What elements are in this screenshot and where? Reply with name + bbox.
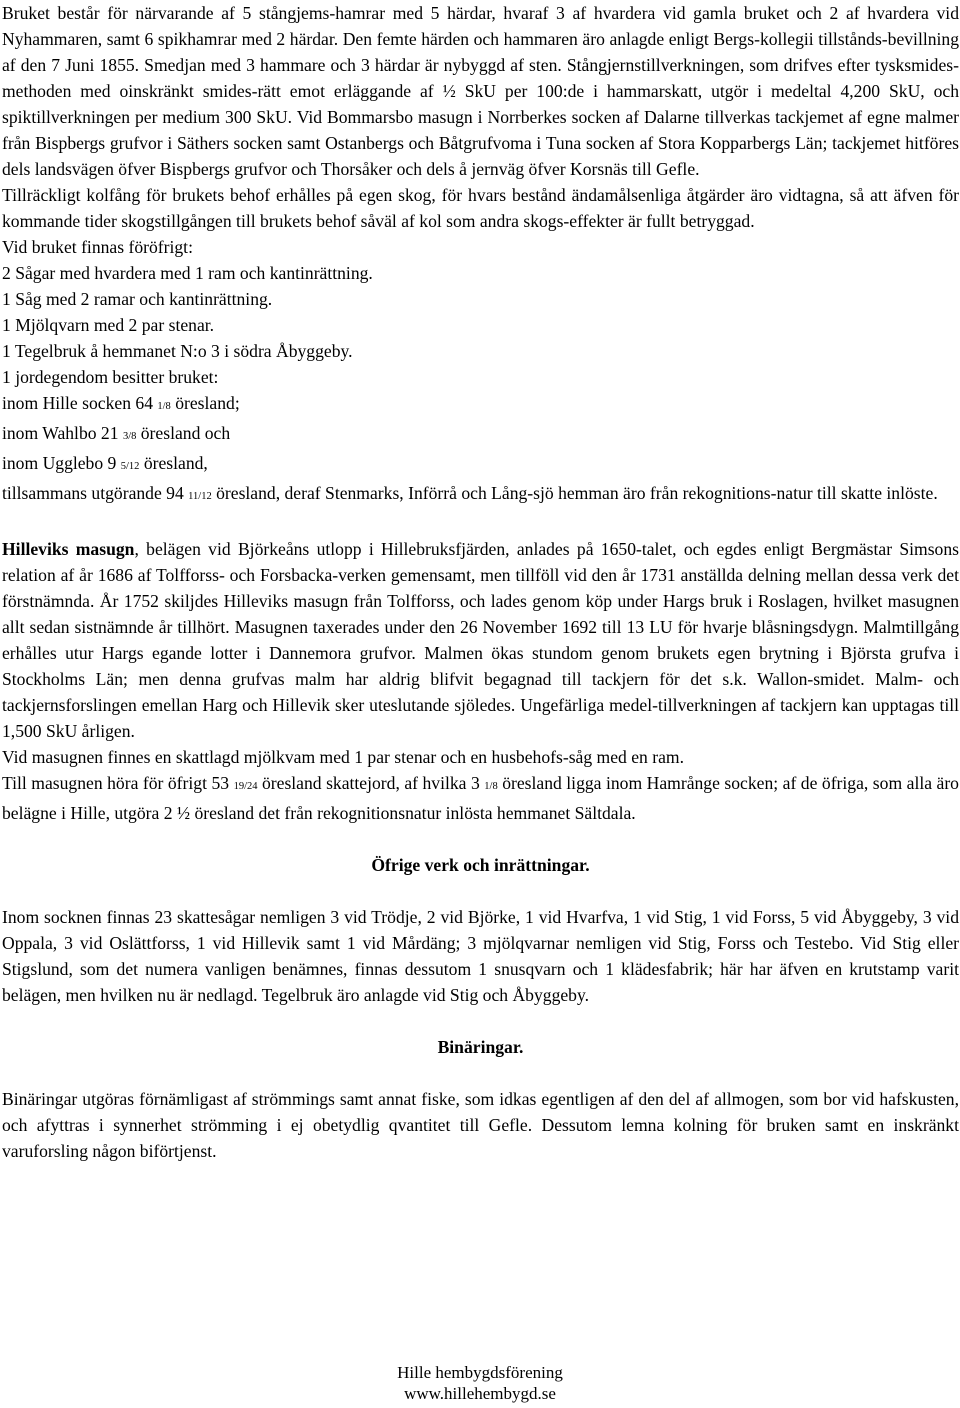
spacer — [2, 1060, 959, 1086]
list-item: 1 Såg med 2 ramar och kantinrättning. — [2, 289, 273, 309]
spacer — [2, 826, 959, 852]
paragraph-hilleviks: Hilleviks masugn, belägen vid Björkeåns utlopp i Hillebruksfjärden, anlades på 1650-talet, och egdes enligt Bergmästar Simsons relation af år 1686 af Tolfforss- och Forsbacka-verken gemensamt, men tillföll vid den år 1731 anställda delning mellan dessa verk det förstnämnda. År 1752 skiljdes Hilleviks masugn från Tolfforss, och lades genom köp under Hargs bruk i Roslagen, hvilket masugnen allt sedan sistnämnde år tillhört. Masugnen taxerades under den 26 November 1692 till 13 LU för hvarje blåsningsdygn. Malmtillgång erhålles utur Hargs egande lotter i Dannemora grufvor. Malmen ökas stundom genom brukets egen brytning i Björsta grufva i Stockholms Län; men denna grufvas malm har aldrig blifvit begagnad till tackjern för det s.k. Wallon-smidet. Malm- och tackjernsforslingen emellan Harg och Hillevik sker uteslutande sjöledes. Ungefärliga medel-tillverkningen af tackjern kan upptagas till 1,500 SkU årligen. — [2, 539, 959, 741]
fraction: 11/12 — [188, 491, 212, 502]
list-item: 1 Tegelbruk å hemmanet N:o 3 i södra Åbyggeby. — [2, 341, 353, 361]
paragraph-bruket: Bruket består för närvarande af 5 stångjems-hamrar med 5 härdar, hvaraf 3 af hvardera vid gamla bruket och 2 af hvardera vid Nyhammaren, samt 6 spikhamrar med 2 härdar. Den femte härden och hammaren äro anlagde enligt Bergs-kollegii tillstånds-bevillning af den 7 Juni 1855. Smedjan med 3 hammare och 3 härdar är nybyggd af sten. Stångjernstillverkningen, som drifves efter tysksmides-methoden med oinskränkt smides-rätt emot erläggande af ½ SkU per 100:de i hammarskatt, utgör i medeltal 4,200 SkU, och spiktillverkningen per medium 300 SkU. Vid Bommarsbo masugn i Norrberkes socken af Dalarne tillverkas tackjemet af egne malmer från Bispbergs grufvor i Säthers socken samt Ostanbergs och Båtgrufvoma i Tuna socken af Stora Kopparbergs Län; tackjemet hitföres dels landsvägen öfver Bispbergs grufvor och Thorsåker och dels å jernväg öfver Korsnäs till Gefle. — [2, 3, 959, 179]
paragraph-land: Till masugnen höra för öfrigt 53 19/24 öresland skattejord, af hvilka 3 1/8 öresland ligga inom Hamrånge socken; af de öfriga, som alla äro belägne i Hille, utgöra 2 ½ öresland det från rekognitionsnatur inlösta hemmanet Sältdala. — [2, 773, 959, 823]
holding-hille: inom Hille socken 64 1/8 öresland; — [2, 393, 240, 413]
holding-ugglebo: inom Ugglebo 9 5/12 öresland, — [2, 453, 208, 473]
fraction: 1/8 — [484, 781, 498, 792]
list-item: 1 jordegendom besitter bruket: — [2, 367, 219, 387]
footer-org: Hille hembygdsförening — [397, 1363, 563, 1382]
paragraph-kolfang: Tillräckligt kolfång för brukets behof erhålles på egen skog, för hvars bestånd ändamålsenliga åtgärder äro vidtagna, så att äfven för kommande tider skogstillgången till brukets behof såväl af kol som andra skogs-effekter är fullt betryggad. — [2, 185, 959, 231]
paragraph-mill-note: Vid masugnen finnes en skattlagd mjölkvam med 1 par stenar och en husbehofs-såg med en ram. — [2, 747, 684, 767]
paragraph-verk: Inom socknen finnas 23 skattesågar nemligen 3 vid Trödje, 2 vid Björke, 1 vid Hvarfva, 1 vid Stig, 1 vid Forss, 5 vid Åbyggeby, 3 vid Oppala, 3 vid Oslättforss, 1 vid Hillevik samt 1 vid Mårdäng; 3 mjölqvarnar nemligen vid Stig, Forss och Testebo. Vid Stig eller Stigslund, som det numera vanligen benämnes, finnas dessutom 1 snusqvarn och 1 klädesfabrik; här har äfven en krutstamp varit belägen, men hvilken nu är nedlagd. Tegelbruk äro anlagde vid Stig och Åbyggeby. — [2, 907, 959, 1005]
hilleviks-title: Hilleviks masugn — [2, 539, 135, 559]
holding-wahlbo: inom Wahlbo 21 3/8 öresland och — [2, 423, 231, 443]
paragraph-total: tillsammans utgörande 94 11/12 öresland, deraf Stenmarks, Införrå och Lång-sjö hemman äro från rekognitions-natur till skatte inlöste. — [2, 483, 938, 503]
facilities-list — [2, 234, 959, 480]
section-heading: Öfrige verk och inrättningar. — [371, 855, 590, 875]
spacer — [2, 1008, 959, 1034]
list-intro: Vid bruket finnas föröfrigt: — [2, 237, 193, 257]
list-item: 2 Sågar med hvardera med 1 ram och kantinrättning. — [2, 263, 373, 283]
footer-url: www.hillehembygd.se — [404, 1384, 556, 1403]
fraction: 1/8 — [157, 401, 171, 412]
document-body — [2, 0, 959, 1164]
section-heading: Binäringar. — [437, 1037, 524, 1057]
spacer — [2, 510, 959, 536]
fraction: 3/8 — [122, 431, 137, 442]
page-footer — [0, 1362, 960, 1404]
fraction: 19/24 — [233, 781, 258, 792]
spacer — [2, 878, 959, 904]
fraction: 5/12 — [120, 461, 140, 472]
list-item: 1 Mjölqvarn med 2 par stenar. — [2, 315, 215, 335]
paragraph-binaringar: Binäringar utgöras förnämligast af strömmings samt annat fiske, som idkas egentligen af den del af allmogen, som bor vid hafskusten, och afyttras i synnerhet strömming i ej obetydlig qvantitet till Gefle. Dessutom lemna kolning för bruken samt en inskränkt varuforsling någon biförtjenst. — [2, 1089, 959, 1161]
